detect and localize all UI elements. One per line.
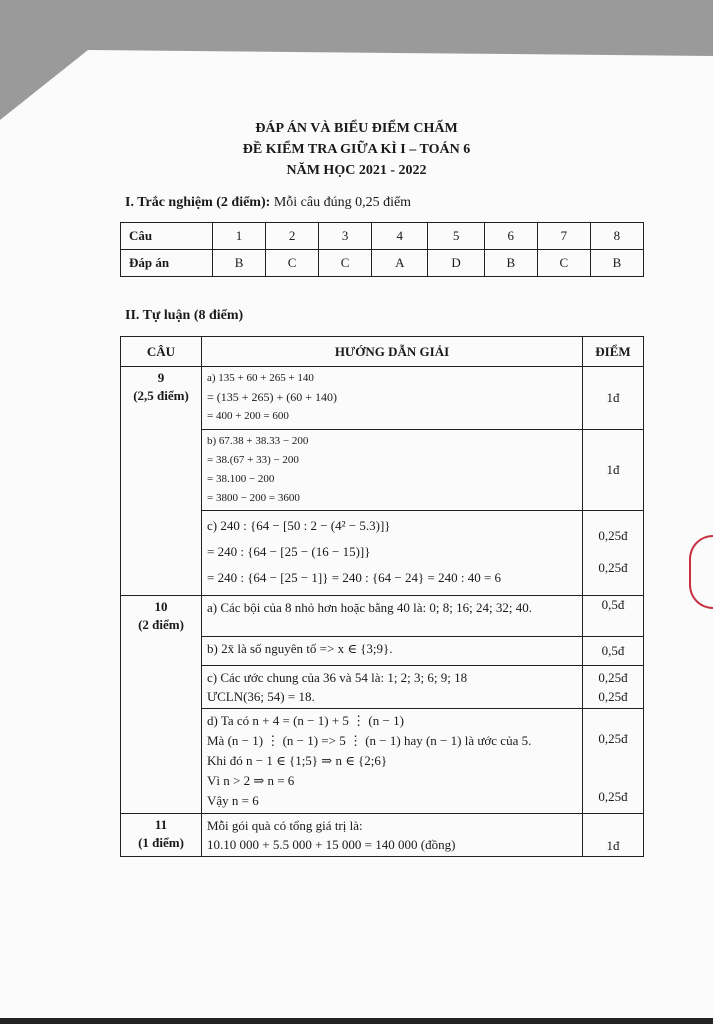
answer-cell: B <box>590 250 643 277</box>
question-number: 11 <box>154 817 168 832</box>
solution-line: = 38.(67 + 33) − 200 <box>207 454 299 466</box>
score-cell <box>583 666 644 709</box>
answer-row <box>121 250 644 277</box>
solution-line: = (135 + 265) + (60 + 140) <box>207 390 338 404</box>
question-points: (1 điểm) <box>138 835 184 850</box>
solution-line: Vì n > 2 ⇒ n = 6 <box>207 773 295 788</box>
header-line-1: ĐÁP ÁN VÀ BIỂU ĐIỂM CHẤM <box>255 121 458 136</box>
score-cell: 1đ <box>583 367 644 430</box>
solution-line: 10.10 000 + 5.5 000 + 15 000 = 140 000 (đồng) <box>207 837 456 852</box>
answer-cell: C <box>319 250 372 277</box>
part2-heading <box>125 308 243 324</box>
table-header-row <box>121 337 644 367</box>
col-header-score: ĐIỂM <box>583 337 644 367</box>
solution-line: = 3800 − 200 = 3600 <box>207 492 300 504</box>
answer-cell: B <box>213 250 266 277</box>
answer-cell: C <box>266 250 319 277</box>
col-header-guide: HƯỚNG DẪN GIẢI <box>202 337 583 367</box>
q10c-solution <box>202 666 583 709</box>
score-cell: 0,5đ <box>583 596 644 637</box>
solution-line: Vậy n = 6 <box>207 793 259 808</box>
score-value: 0,25đ <box>598 731 628 746</box>
question-row-label: Câu <box>121 223 213 250</box>
solution-line: = 400 + 200 = 600 <box>207 410 289 422</box>
solution-line: = 240 : {64 − [25 − 1]} = 240 : {64 − 24} = 240 : 40 = 6 <box>207 570 502 585</box>
header-line-2: ĐỀ KIỂM TRA GIỮA KÌ I – TOÁN 6 <box>242 142 471 157</box>
score-cell: 0,5đ <box>583 637 644 666</box>
scan-bottom-edge <box>0 1018 713 1024</box>
score-value: 0,25đ <box>598 528 628 543</box>
score-cell <box>583 709 644 814</box>
question-number: 3 <box>319 223 372 250</box>
q10a-solution: a) Các bội của 8 nhỏ hơn hoặc bằng 40 là: 0; 8; 16; 24; 32; 40. <box>202 596 583 637</box>
col-header-cau: CÂU <box>121 337 202 367</box>
answer-cell: B <box>484 250 537 277</box>
question-11-label <box>121 814 202 857</box>
question-number: 9 <box>157 370 165 385</box>
solution-line: Mà (n − 1) ⋮ (n − 1) => 5 ⋮ (n − 1) hay (n − 1) là ước của 5. <box>207 733 532 748</box>
score-cell: 1đ <box>583 430 644 511</box>
score-cell: 1đ <box>583 814 644 857</box>
answer-row-label: Đáp án <box>121 250 213 277</box>
solution-line: Mỗi gói quà có tổng giá trị là: <box>207 818 363 833</box>
score-cell <box>583 511 644 596</box>
multiple-choice-table <box>120 222 644 277</box>
solution-line: = 38.100 − 200 <box>207 473 275 485</box>
question-number: 8 <box>590 223 643 250</box>
solution-line: = 240 : {64 − [25 − (16 − 15)]} <box>207 544 371 559</box>
question-number: 4 <box>372 223 428 250</box>
q9a-solution <box>202 367 583 430</box>
solution-line: c) 240 : {64 − [50 : 2 − (4² − 5.3)]} <box>207 518 391 533</box>
question-number: 10 <box>154 599 168 614</box>
question-points: (2,5 điểm) <box>133 388 189 403</box>
question-9-label <box>121 367 202 596</box>
solution-line: d) Ta có n + 4 = (n − 1) + 5 ⋮ (n − 1) <box>207 713 404 728</box>
solution-line: b) 67.38 + 38.33 − 200 <box>207 435 309 447</box>
solution-line: ƯCLN(36; 54) = 18. <box>207 689 315 704</box>
question-10-label <box>121 596 202 814</box>
score-value: 0,25đ <box>598 560 628 575</box>
q10b-solution: b) 2x̄ là số nguyên tố => x ∈ {3;9}. <box>202 637 583 666</box>
answer-cell: C <box>537 250 590 277</box>
answer-cell: D <box>428 250 484 277</box>
question-number: 5 <box>428 223 484 250</box>
q9c-solution <box>202 511 583 596</box>
q9b-solution <box>202 430 583 511</box>
solution-line: a) 135 + 60 + 265 + 140 <box>207 372 314 384</box>
question-number: 6 <box>484 223 537 250</box>
part2-title: II. Tự luận (8 điểm) <box>125 308 244 323</box>
question-number: 7 <box>537 223 590 250</box>
score-value: 0,25đ <box>598 689 628 704</box>
table-row <box>121 367 644 430</box>
red-stamp-mark <box>689 535 713 609</box>
solution-line: c) Các ước chung của 36 và 54 là: 1; 2; 3; 6; 9; 18 <box>207 670 468 685</box>
table-row <box>121 596 644 637</box>
answer-cell: A <box>372 250 428 277</box>
question-points: (2 điểm) <box>138 617 184 632</box>
score-value: 0,25đ <box>598 789 628 804</box>
part1-heading <box>125 195 411 211</box>
score-value: 0,25đ <box>598 670 628 685</box>
q11-solution <box>202 814 583 857</box>
question-number: 2 <box>266 223 319 250</box>
part1-note: Mỗi câu đúng 0,25 điểm <box>273 195 412 210</box>
table-row <box>121 814 644 857</box>
solution-line: Khi đó n − 1 ∈ {1;5} ⇒ n ∈ {2;6} <box>207 753 388 768</box>
part1-title: I. Trắc nghiệm (2 điểm): <box>125 195 271 210</box>
essay-answer-table <box>120 336 644 857</box>
question-row <box>121 223 644 250</box>
header-line-3: NĂM HỌC 2021 - 2022 <box>286 163 427 178</box>
question-number: 1 <box>213 223 266 250</box>
q10d-solution <box>202 709 583 814</box>
